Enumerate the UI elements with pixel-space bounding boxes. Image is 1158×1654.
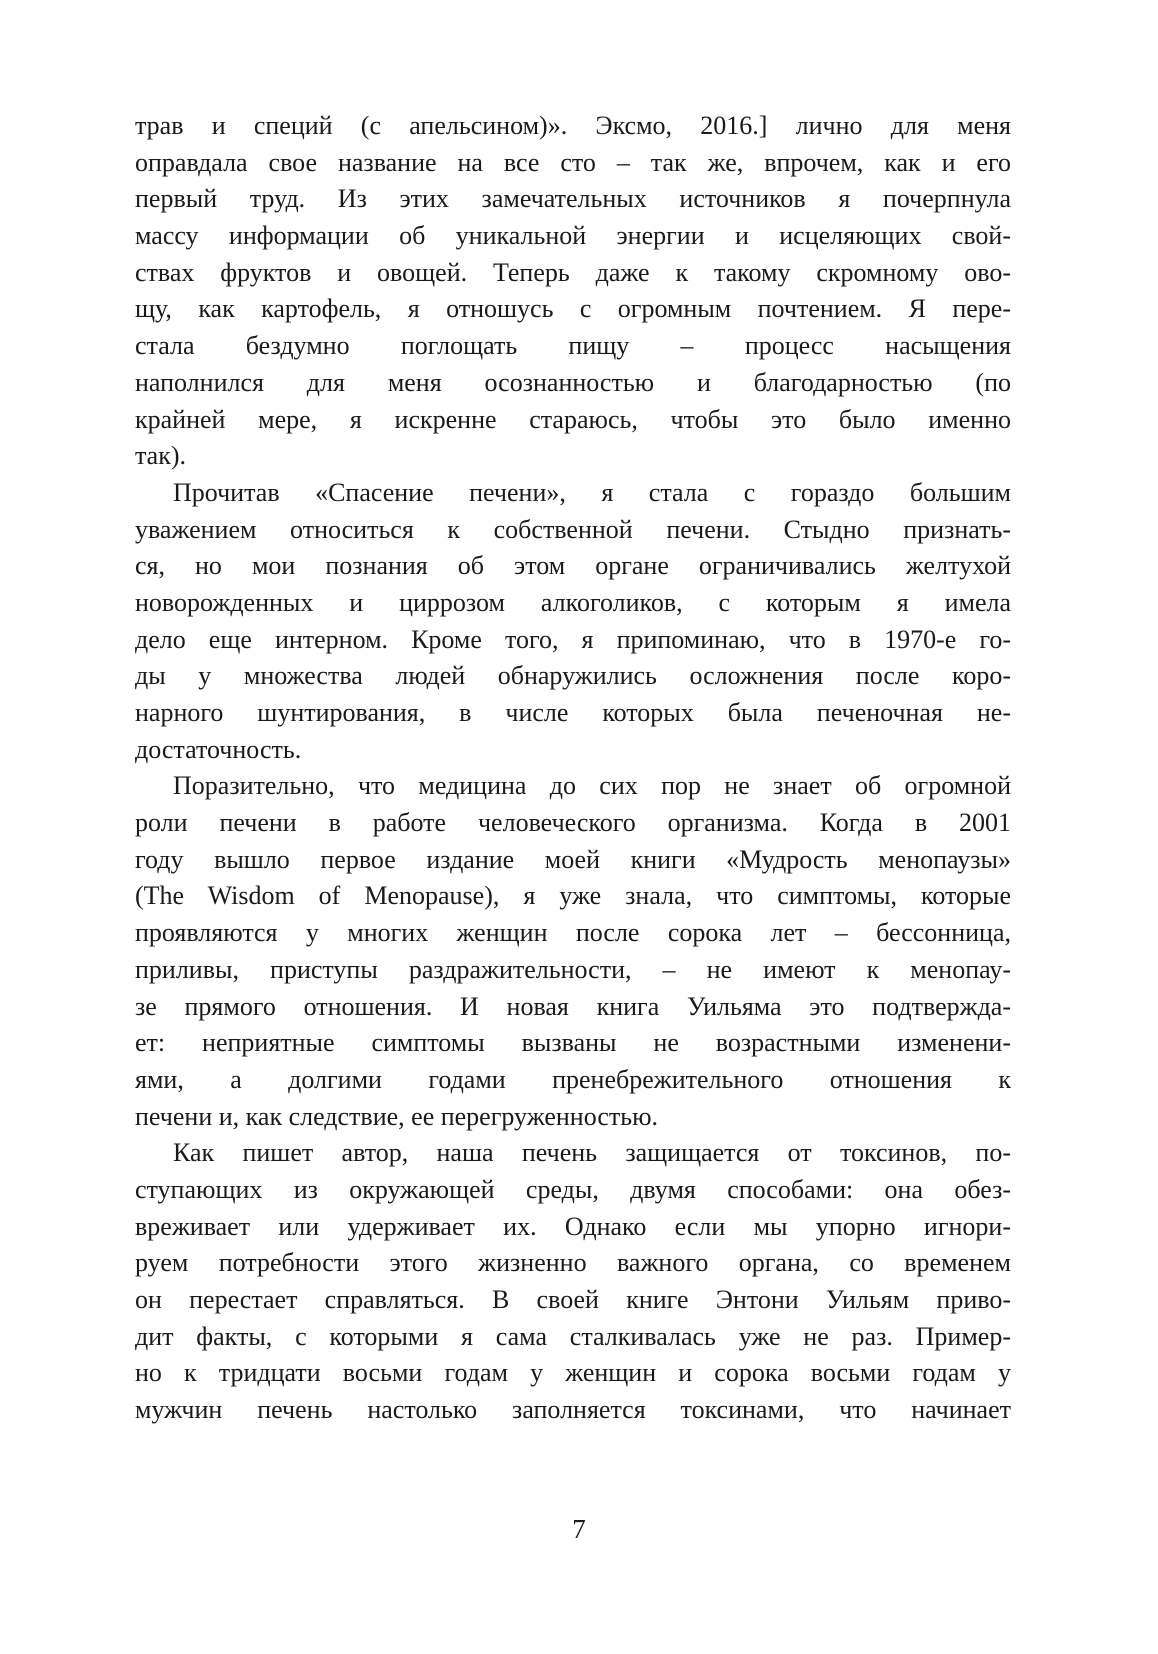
text-line: ствах фруктов и овощей. Теперь даже к такому скромному ово- xyxy=(135,257,1011,287)
text-line: оправдала свое название на все сто – так же, впрочем, как и его xyxy=(135,147,1011,177)
text-line: уважением относиться к собственной печени. Стыдно признать- xyxy=(135,514,1011,544)
text-line: достаточность. xyxy=(135,734,302,764)
text-line: массу информации об уникальной энергии и исцеляющих свой- xyxy=(135,221,1011,251)
paragraph-1 xyxy=(135,108,1011,475)
text-line: Прочитав «Спасение печени», я стала с гораздо большим xyxy=(173,477,1011,507)
text-line: ступающих из окружающей среды, двумя способами: она обез- xyxy=(135,1174,1011,1204)
text-line: новорожденных и циррозом алкоголиков, с которым я имела xyxy=(135,587,1011,617)
text-line: дело еще интерном. Кроме того, я припоминаю, что в 1970-е го- xyxy=(135,624,1011,654)
text-line: ся, но мои познания об этом органе ограничивались желтухой xyxy=(135,551,1011,581)
text-line: крайней мере, я искренне стараюсь, чтобы это было именно xyxy=(135,404,1011,434)
text-line: дит факты, с которыми я сама сталкивалась уже не раз. Пример- xyxy=(135,1321,1011,1351)
body-text xyxy=(135,108,1011,1429)
text-line: проявляются у многих женщин после сорока лет – бессонница, xyxy=(135,918,1011,948)
paragraph-2 xyxy=(135,475,1011,769)
paragraph-3 xyxy=(135,768,1011,1135)
page-number: 7 xyxy=(572,1514,586,1544)
text-line: щу, как картофель, я отношусь с огромным почтением. Я пере- xyxy=(135,294,1011,324)
text-line: стала бездумно поглощать пищу – процесс насыщения xyxy=(135,331,1011,361)
text-line: нарного шунтирования, в числе которых была печеночная не- xyxy=(135,698,1011,727)
text-line: ями, а долгими годами пренебрежительного отношения к xyxy=(135,1064,1011,1094)
text-line: ды у множества людей обнаружились осложнения после коро- xyxy=(135,661,1011,691)
text-line: он перестает справляться. В своей книге Энтони Уильям приво- xyxy=(135,1285,1011,1314)
text-line: приливы, приступы раздражительности, – не имеют к менопау- xyxy=(135,954,1011,984)
text-line: но к тридцати восьми годам у женщин и сорока восьми годам у xyxy=(135,1358,1011,1388)
text-line: так). xyxy=(135,441,187,471)
text-line: роли печени в работе человеческого организма. Когда в 2001 xyxy=(135,808,1011,838)
text-line: мужчин печень настолько заполняется токсинами, что начинает xyxy=(135,1395,1011,1425)
text-line: году вышло первое издание моей книги «Мудрость менопаузы» xyxy=(135,844,1011,874)
text-line: руем потребности этого жизненно важного органа, со временем xyxy=(135,1248,1011,1278)
text-line: печени и, как следствие, ее перегруженностью. xyxy=(135,1101,659,1131)
text-line: Как пишет автор, наша печень защищается от токсинов, по- xyxy=(173,1138,1011,1168)
text-line: трав и специй (с апельсином)». Эксмо, 2016.] лично для меня xyxy=(135,111,1011,140)
paragraph-4 xyxy=(135,1135,1011,1429)
text-line: Поразительно, что медицина до сих пор не знает об огромной xyxy=(173,771,1011,801)
text-line: зе прямого отношения. И новая книга Уильяма это подтвержда- xyxy=(135,991,1011,1021)
text-line: первый труд. Из этих замечательных источников я почерпнула xyxy=(135,184,1011,214)
text-line: ет: неприятные симптомы вызваны не возрастными изменени- xyxy=(135,1028,1011,1058)
text-line: наполнился для меня осознанностью и благодарностью (по xyxy=(135,367,1011,397)
text-line: (The Wisdom of Menopause), я уже знала, что симптомы, которые xyxy=(135,881,1011,911)
text-line: вреживает или удерживает их. Однако если мы упорно игнори- xyxy=(135,1211,1011,1241)
